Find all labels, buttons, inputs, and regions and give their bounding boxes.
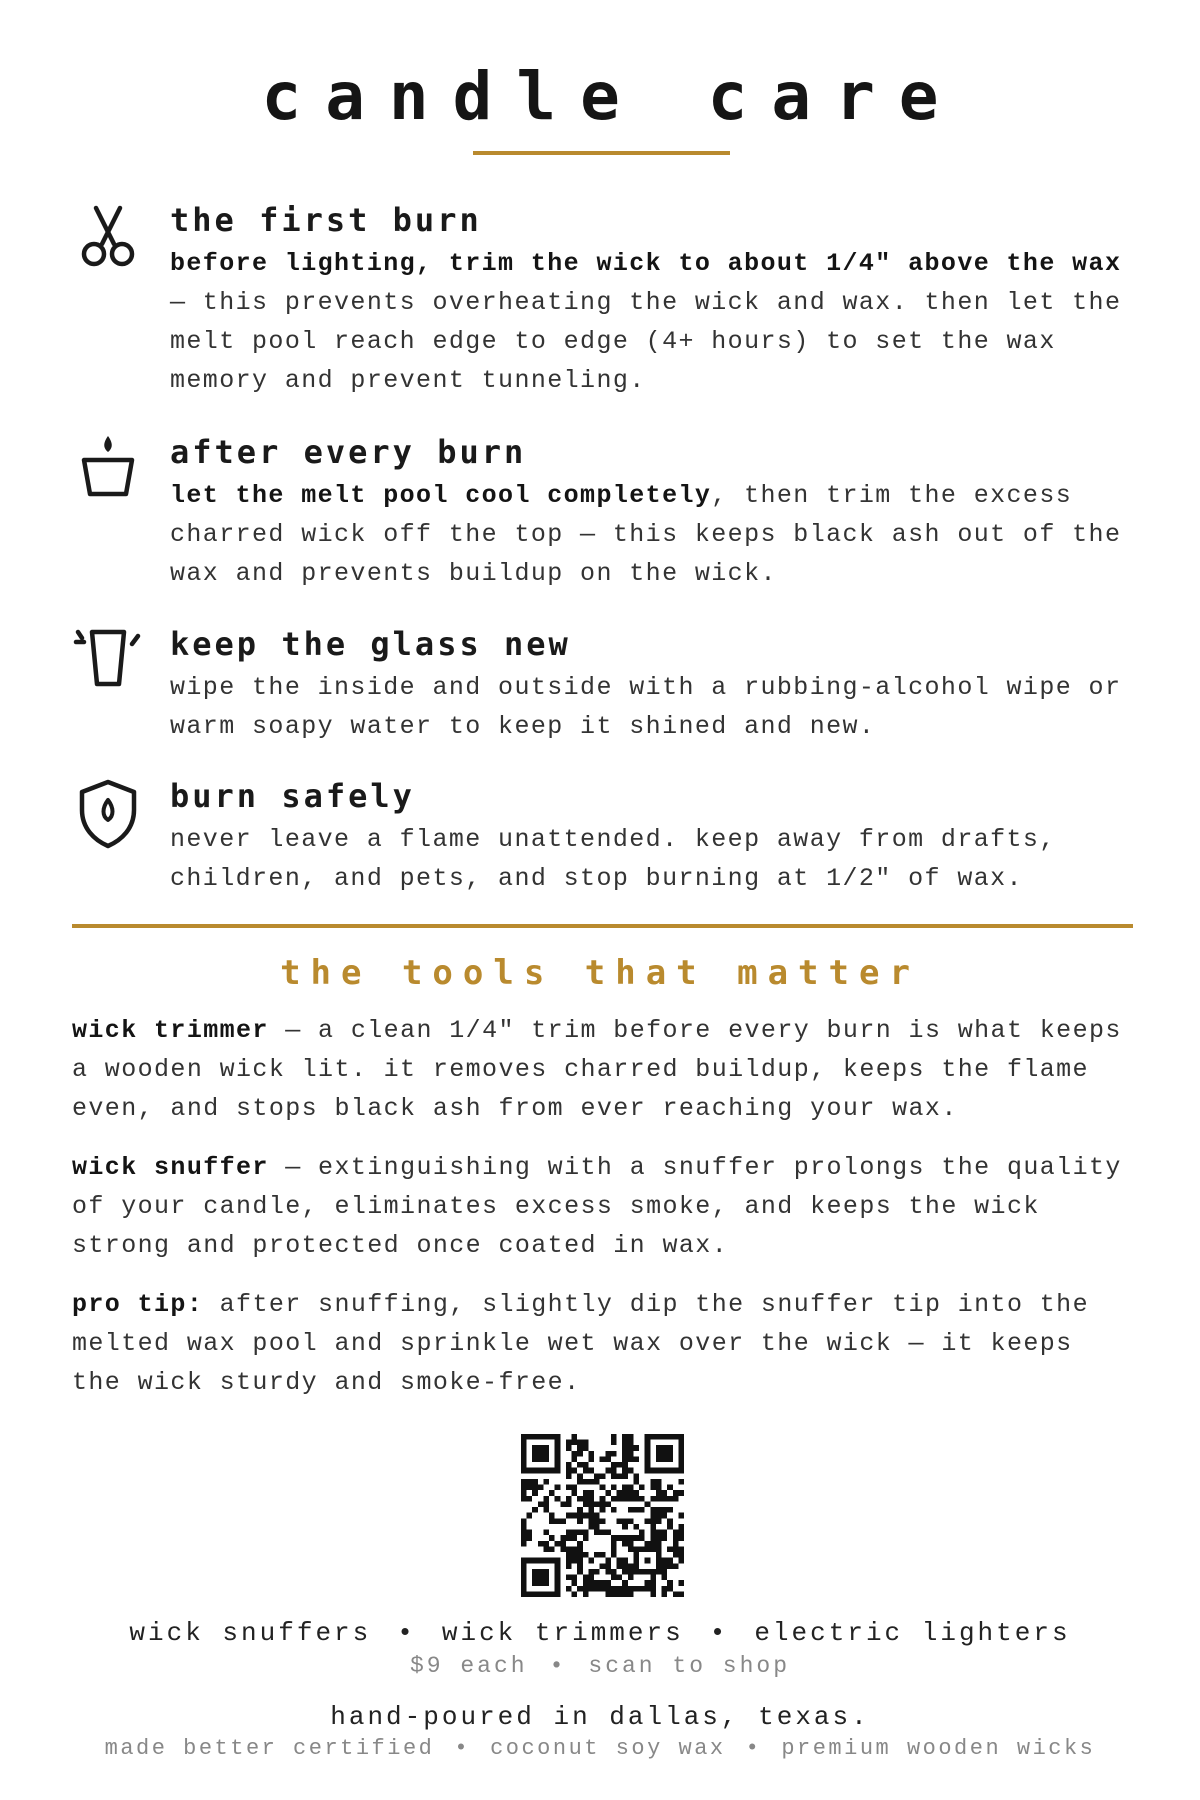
care-heading: burn safely — [170, 777, 415, 815]
badge-coconut-soy: coconut soy wax — [490, 1736, 726, 1761]
title-underline — [473, 151, 730, 155]
shop-cta: scan to shop — [588, 1653, 791, 1679]
tool-label: wick trimmer — [72, 1016, 269, 1045]
care-body — [170, 820, 1130, 898]
tool-text: — extinguishing with a snuffer prolongs the quality of your candle, eliminates excess smoke, and keeps the wick strong and protected once coated in wax. — [72, 1153, 1122, 1260]
care-heading: the first burn — [170, 201, 482, 239]
tool-paragraph-wick-trimmer — [72, 1011, 1132, 1128]
care-bold-lead: before lighting, trim the wick to about 1/4" above the wax — [170, 249, 1122, 278]
tools-section-title: the tools that matter — [280, 953, 920, 993]
care-heading: keep the glass new — [170, 625, 571, 663]
care-text — [170, 200, 1130, 400]
shield-flame-icon — [70, 776, 146, 852]
care-body — [170, 476, 1130, 593]
care-body-text: — this prevents overheating the wick and wax. then let the melt pool reach edge to edge (4+ hours) to set the wax memory and prevent tunneling. — [170, 288, 1122, 395]
care-body-text: never leave a flame unattended. keep away from drafts, children, and pets, and stop burning at 1/2" of wax. — [170, 825, 1056, 893]
shop-item-electric-lighters: electric lighters — [754, 1618, 1071, 1648]
tool-text: — a clean 1/4" trim before every burn is what keeps a wooden wick lit. it removes charred buildup, keeps the flame even, and stops black ash from ever reaching your wax. — [72, 1016, 1122, 1123]
separator-dot: • — [454, 1736, 471, 1761]
section-divider — [72, 924, 1133, 928]
care-body-text: , then trim the excess charred wick off the top — this keeps black ash out of the wax and prevents buildup on the wick. — [170, 481, 1122, 588]
page-title: candle care — [261, 58, 963, 135]
badge-wooden-wicks: premium wooden wicks — [781, 1736, 1096, 1761]
tool-text: after snuffing, slightly dip the snuffer tip into the melted wax pool and sprinkle wet wax over the wick — it keeps the wick sturdy and smoke-free. — [72, 1290, 1089, 1397]
care-bold-lead: let the melt pool cool completely — [170, 481, 712, 510]
shop-items-line — [0, 1618, 1200, 1648]
tool-label: wick snuffer — [72, 1153, 269, 1182]
candle-icon — [70, 432, 146, 508]
scissors-icon — [70, 200, 146, 276]
care-body — [170, 668, 1130, 746]
separator-dot: • — [709, 1618, 729, 1648]
care-text — [170, 432, 1130, 593]
separator-dot: • — [397, 1618, 416, 1648]
tool-paragraph-pro-tip — [72, 1285, 1132, 1402]
separator-dot: • — [549, 1653, 567, 1679]
tool-paragraph-wick-snuffer — [72, 1148, 1132, 1265]
care-heading: after every burn — [170, 433, 527, 471]
shop-item-wick-trimmers: wick trimmers — [441, 1618, 684, 1648]
shop-price: $9 each — [409, 1653, 528, 1679]
care-text — [170, 776, 1130, 898]
qr-code-graphic — [521, 1434, 684, 1597]
shop-qr-code[interactable] — [521, 1434, 684, 1597]
care-body-text: wipe the inside and outside with a rubbing-alcohol wipe or warm soapy water to keep it shined and new. — [170, 673, 1122, 741]
separator-dot: • — [745, 1736, 762, 1761]
badge-made-better: made better certified — [104, 1736, 435, 1761]
shop-item-wick-snuffers: wick snuffers — [129, 1618, 372, 1648]
care-text — [170, 624, 1130, 746]
sparkling-glass-icon — [70, 624, 146, 700]
care-body — [170, 244, 1130, 400]
origin-line: hand-poured in dallas, texas. — [330, 1702, 870, 1732]
tool-label: pro tip: — [72, 1290, 204, 1319]
badges-line — [0, 1736, 1200, 1761]
shop-subline — [0, 1653, 1200, 1679]
